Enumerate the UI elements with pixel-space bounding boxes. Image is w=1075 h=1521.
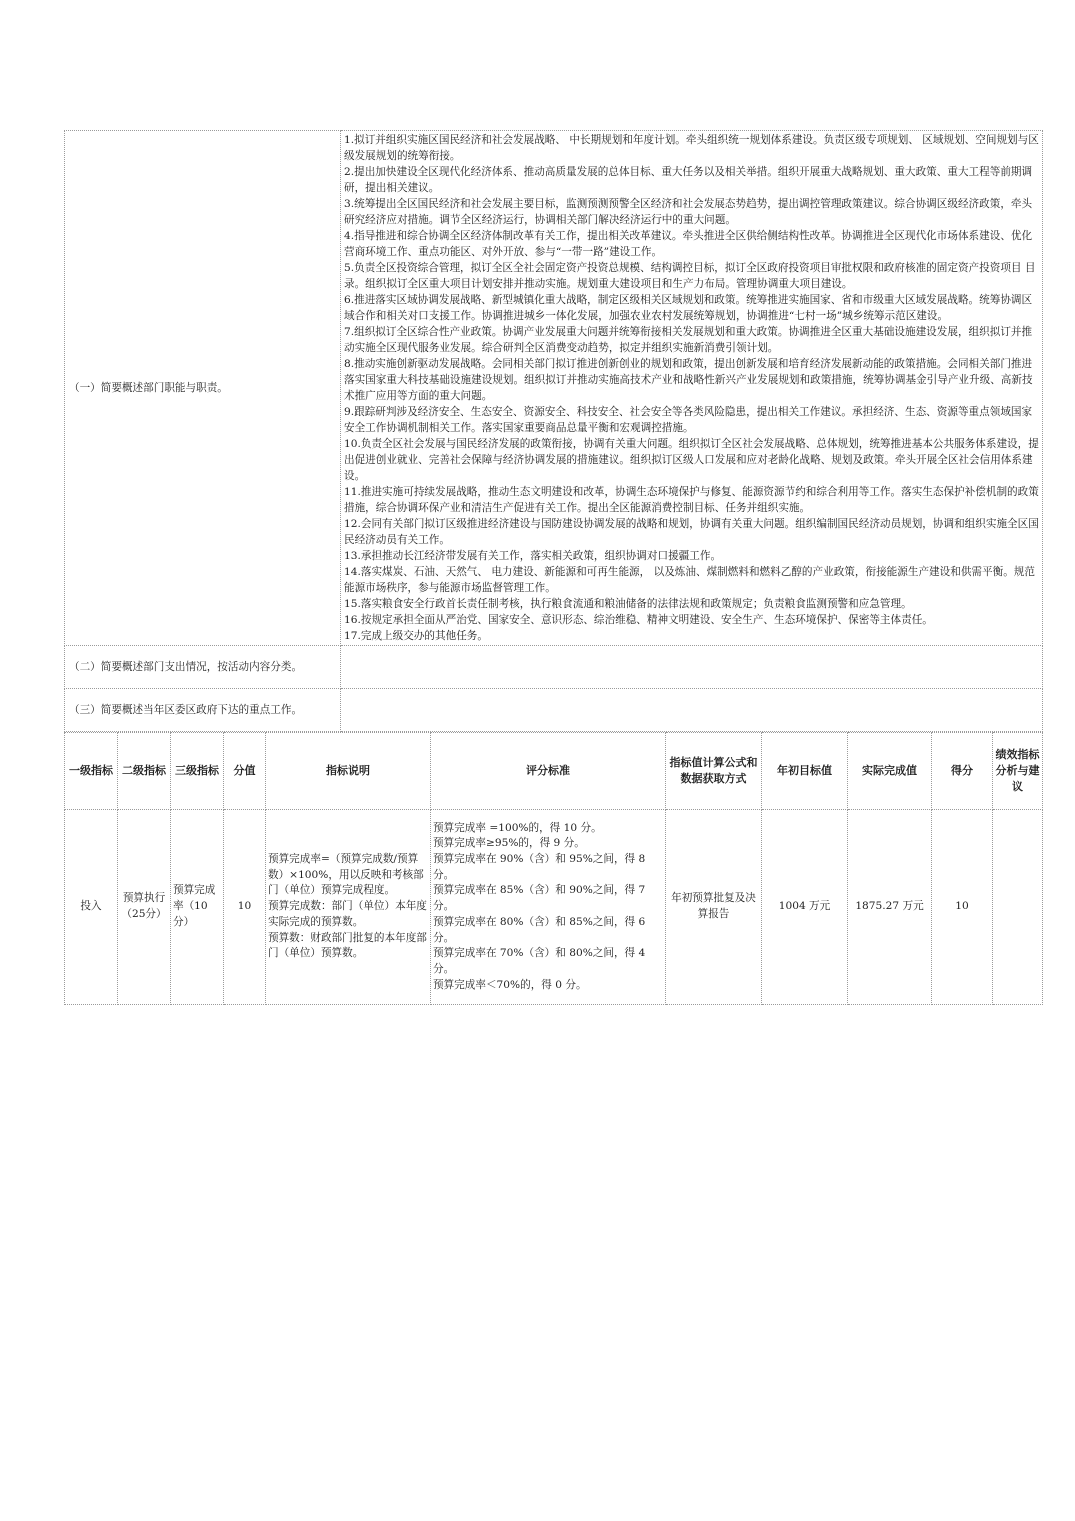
table-row [65,646,1043,689]
criteria-line: 预算完成率＜70%的，得 0 分。 [433,978,587,991]
header-description: 指标说明 [266,733,431,810]
criteria-line: 预算完成率≥95%的，得 9 分。 [433,837,585,850]
header-actual: 实际完成值 [848,733,932,810]
cell-criteria [431,810,666,1005]
header-criteria: 评分标准 [431,733,666,810]
duty-item: 4.指导推进和综合协调全区经济体制改革有关工作，提出相关改革建议。牵头推进全区供给侧结构性改革。协调推进全区现代化市场体系建设、优化营商环境工作、重点功能区、对外开放、参与“一带一路”建设工作。 [344,230,1033,258]
document-page [64,130,1042,1005]
duty-item: 10.负责全区社会发展与国民经济发展的政策衔接，协调有关重大问题。组织拟订全区社会发展战略、总体规划，统筹推进基本公共服务体系建设，提出促进创业就业、完善社会保障与经济协调发展的措施建议。组织拟订区级人口发展和应对老龄化战略、规划及政策。牵头开展全区社会信用体系建设。 [344,438,1039,482]
duty-item: 9.跟踪研判涉及经济安全、生态安全、资源安全、科技安全、社会安全等各类风险隐患，提出相关工作建议。承担经济、生态、资源等重点领域国家安全工作协调机制相关工作。落实国家重要商品总量平衡和宏观调控措施。 [344,406,1033,434]
criteria-line: 预算完成率在 90%（含）和 95%之间，得 8 分。 [433,853,646,881]
header-analysis: 绩效指标分析与建议 [993,733,1043,810]
duty-item: 13.承担推动长江经济带发展有关工作，落实相关政策，组织协调对口援疆工作。 [344,550,722,562]
section2-label: （二）简要概述部门支出情况，按活动内容分类。 [65,646,341,689]
duty-item: 1.拟订并组织实施区国民经济和社会发展战略、 中长期规划和年度计划。牵头组织统一规划体系建设。负责区级专项规划、 区域规划、空间规划与区级发展规划的统筹衔接。 [344,134,1039,162]
cell-level2: 预算执行（25分） [118,810,171,1005]
header-score-value: 分值 [224,733,266,810]
duty-item: 15.落实粮食安全行政首长责任制考核，执行粮食流通和粮油储备的法律法规和政策规定；负责粮食监测预警和应急管理。 [344,598,912,610]
description-line: 预算完成数：部门（单位）本年度实际完成的预算数。 [268,900,427,928]
duty-item: 7.组织拟订全区综合性产业政策。协调产业发展重大问题并统筹衔接相关发展规划和重大政策。协调推进全区重大基础设施建设发展，组织拟订并推动实施全区现代服务业发展。综合研判全区消费变动趋势，拟定并组织实施新消费引领计划。 [344,326,1033,354]
section3-content [341,689,1043,732]
header-formula: 指标值计算公式和数据获取方式 [666,733,762,810]
header-level2: 二级指标 [118,733,171,810]
criteria-line: 预算完成率在 85%（含）和 90%之间，得 7 分。 [433,884,646,913]
duty-item: 5.负责全区投资综合管理，拟订全区全社会固定资产投资总规模、结构调控目标，拟订全区政府投资项目审批权限和政府核准的固定资产投资项目 目录。组织拟订全区重大项目计划安排并推动实施。规划重大建设项目和生产力布局。管理协调重大项目建设。 [344,262,1036,290]
cell-score: 10 [932,810,993,1005]
section1-duties-list [341,131,1043,646]
cell-target: 1004 万元 [762,810,848,1005]
header-score: 得分 [932,733,993,810]
header-level3: 三级指标 [171,733,224,810]
duty-item: 6.推进落实区域协调发展战略、新型城镇化重大战略，制定区级相关区域规划和政策。统筹推进实施国家、省和市级重大区域发展战略。统筹协调区域合作和相关对口支援工作。协调推进城乡一体化发展，加强农业农村发展统筹规划，协调推进“七村一场”城乡统筹示范区建设。 [344,294,1033,322]
performance-indicator-table [64,732,1043,1005]
cell-score-value: 10 [224,810,266,1005]
duty-item: 16.按规定承担全面从严治党、国家安全、意识形态、综治维稳、精神文明建设、安全生产、生态环境保护、保密等主体责任。 [344,614,933,626]
table-row [65,131,1043,646]
description-line: 预算完成率=（预算完成数/预算数）×100%，用以反映和考核部门（单位）预算完成程度。 [268,853,424,897]
header-level1: 一级指标 [65,733,118,810]
cell-level3: 预算完成率（10分） [171,810,224,1005]
criteria-line: 预算完成率在 80%（含）和 85%之间，得 6 分。 [433,915,646,944]
cell-level1: 投入 [65,810,118,1005]
cell-actual: 1875.27 万元 [848,810,932,1005]
department-duties-table [64,130,1043,732]
duty-item: 12.会同有关部门拟订区级推进经济建设与国防建设协调发展的战略和规划，协调有关重大问题。组织编制国民经济动员规划，协调和组织实施全区国民经济动员有关工作。 [344,518,1039,546]
criteria-line: 预算完成率在 70%（含）和 80%之间，得 4 分。 [433,947,646,975]
criteria-line: 预算完成率 =100%的，得 10 分。 [433,821,602,834]
duty-item: 14.落实煤炭、石油、天然气、 电力建设、新能源和可再生能源， 以及炼油、煤制燃料和燃料乙醇的产业政策，衔接能源生产建设和供需平衡。规范能源市场秩序，参与能源市场监督管理工作。 [344,566,1035,594]
header-target: 年初目标值 [762,733,848,810]
duty-item: 2.提出加快建设全区现代化经济体系、推动高质量发展的总体目标、重大任务以及相关举措。组织开展重大战略规划、重大政策、重大工程等前期调研，提出相关建议。 [344,166,1033,194]
duty-item: 3.统筹提出全区国民经济和社会发展主要目标，监测预测预警全区经济和社会发展态势趋势，提出调控管理政策建议。综合协调区级经济政策，牵头研究经济应对措施。调节全区经济运行，协调相关部门解决经济运行中的重大问题。 [344,198,1033,226]
cell-description [266,810,431,1005]
duty-item: 8.推动实施创新驱动发展战略。会同相关部门拟订推进创新创业的规划和政策，提出创新发展和培育经济发展新动能的政策措施。会同相关部门推进落实国家重大科技基础设施建设规划。组织拟订并推动实施高技术产业和战略性新兴产业发展规划和政策措施，统筹协调基金引导产业升级、高新技术推广应用等方面的重大问题。 [344,358,1033,402]
duty-item: 11.推进实施可持续发展战略，推动生态文明建设和改革，协调生态环境保护与修复、能源资源节约和综合利用等工作。落实生态保护补偿机制的政策措施，综合协调环保产业和清洁生产促进有关工作。提出全区能源消费控制目标、任务并组织实施。 [344,486,1039,514]
section1-label: （一）简要概述部门职能与职责。 [65,131,341,646]
table-row [65,689,1043,732]
cell-analysis [993,810,1043,1005]
section2-content [341,646,1043,689]
cell-formula: 年初预算批复及决算报告 [666,810,762,1005]
section3-label: （三）简要概述当年区委区政府下达的重点工作。 [65,689,341,732]
duty-item: 17.完成上级交办的其他任务。 [344,630,488,642]
description-line: 预算数：财政部门批复的本年度部门（单位）预算数。 [268,931,427,960]
table-row [65,810,1043,1005]
table-header-row [65,733,1043,810]
